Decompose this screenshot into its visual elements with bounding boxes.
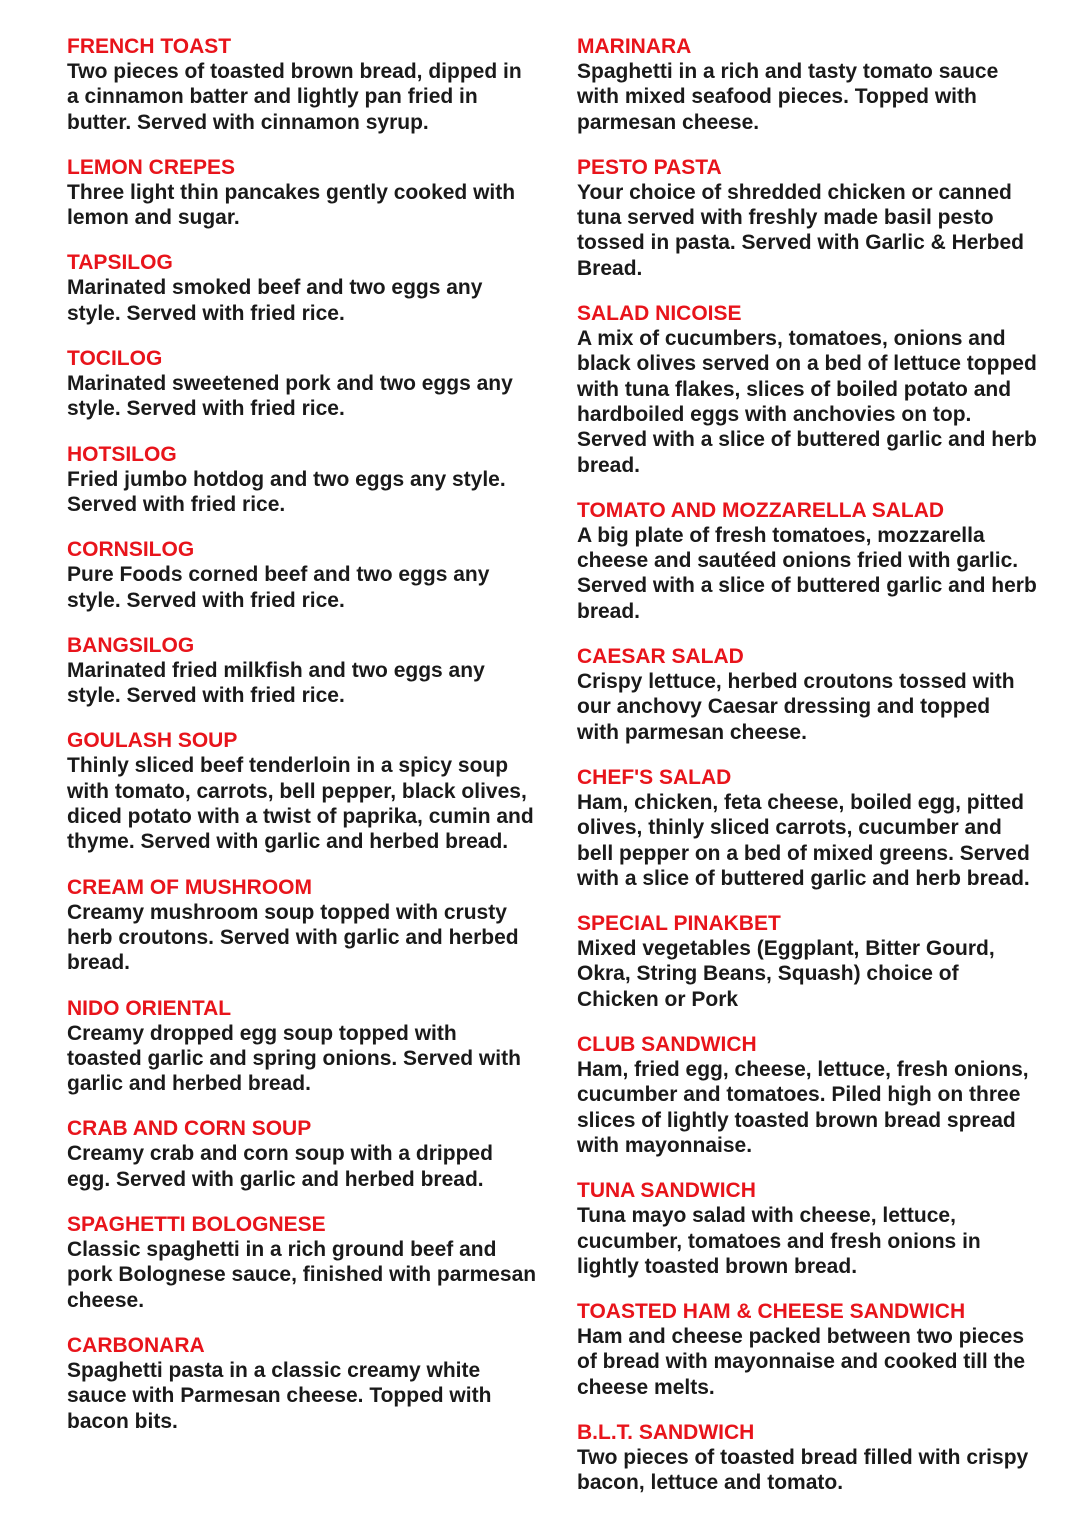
menu-item-name: FRENCH TOAST — [67, 35, 232, 58]
menu-item-description: Three light thin pancakes gently cooked with lemon and sugar. — [67, 180, 516, 230]
menu-item-caesar-salad — [577, 644, 1037, 745]
menu-item-tomato-mozzarella-salad — [577, 498, 1037, 624]
menu-item-name: TUNA SANDWICH — [577, 1179, 756, 1203]
menu-item-tocilog — [67, 346, 537, 422]
menu-item-name: NIDO ORIENTAL — [67, 996, 232, 1020]
menu-item-name: CAESAR SALAD — [577, 645, 744, 669]
menu-item-name: CRAB AND CORN SOUP — [67, 1117, 312, 1141]
menu-item-name: TOMATO AND MOZZARELLA SALAD — [577, 498, 945, 522]
menu-item-spaghetti-bolognese — [67, 1212, 537, 1313]
menu-item-cream-of-mushroom — [67, 875, 537, 976]
menu-item-description: Fried jumbo hotdog and two eggs any style. Served with fried rice. — [67, 467, 506, 516]
menu-item-club-sandwich — [577, 1032, 1037, 1158]
menu-item-description: Ham, chicken, feta cheese, boiled egg, pitted olives, thinly sliced carrots, cucumber and bell pepper on a bed of mixed greens. Served with a slice of buttered garlic and herb bread. — [577, 790, 1030, 890]
menu-item-carbonara — [67, 1333, 537, 1434]
menu-item-name: B.L.T. SANDWICH — [577, 1420, 755, 1444]
menu-item-name: CREAM OF MUSHROOM — [67, 875, 312, 899]
menu-item-name: HOTSILOG — [67, 442, 177, 466]
menu-item-description: Two pieces of toasted bread filled with crispy bacon, lettuce and tomato. — [577, 1445, 1029, 1495]
menu-item-nido-oriental — [67, 996, 537, 1097]
menu-item-chefs-salad — [577, 765, 1037, 891]
menu-item-description: Ham, fried egg, cheese, lettuce, fresh onions, cucumber and tomatoes. Piled high on three slices of lightly toasted brown bread spread with mayonnaise. — [577, 1058, 1029, 1157]
menu-column-left — [67, 34, 537, 1454]
menu-item-description: Creamy dropped egg soup topped with toasted garlic and spring onions. Served with garlic and herbed bread. — [67, 1021, 521, 1096]
menu-item-tuna-sandwich — [577, 1178, 1037, 1279]
menu-item-name: SPAGHETTI BOLOGNESE — [67, 1213, 326, 1237]
menu-item-description: Spaghetti in a rich and tasty tomato sauce with mixed seafood pieces. Topped with parmesan cheese. — [577, 60, 999, 134]
menu-item-salad-nicoise — [577, 301, 1037, 478]
menu-item-description: Creamy crab and corn soup with a dripped egg. Served with garlic and herbed bread. — [67, 1142, 493, 1191]
menu-item-name: TAPSILOG — [67, 251, 173, 275]
menu-item-goulash-soup — [67, 728, 537, 854]
menu-item-description: Creamy mushroom soup topped with crusty herb croutons. Served with garlic and herbed bread. — [67, 900, 519, 975]
menu-item-toasted-ham-cheese-sandwich — [577, 1299, 1037, 1400]
menu-item-name: BANGSILOG — [67, 633, 195, 657]
menu-item-description: Classic spaghetti in a rich ground beef and pork Bolognese sauce, finished with parmesan cheese. — [67, 1238, 537, 1312]
menu-item-name: CLUB SANDWICH — [577, 1033, 757, 1057]
menu-item-tapsilog — [67, 250, 537, 326]
menu-item-name: TOASTED HAM & CHEESE SANDWICH — [577, 1300, 966, 1324]
menu-item-description: Marinated fried milkfish and two eggs any style. Served with fried rice. — [67, 658, 485, 708]
menu-item-name: PESTO PASTA — [577, 155, 722, 179]
menu-item-description: Spaghetti pasta in a classic creamy white sauce with Parmesan cheese. Topped with bacon bits. — [67, 1358, 492, 1433]
menu-item-cornsilog — [67, 537, 537, 613]
menu-item-name: MARINARA — [577, 35, 692, 58]
menu-item-blt-sandwich — [577, 1420, 1037, 1496]
menu-item-description: Mixed vegetables (Eggplant, Bitter Gourd, Okra, String Beans, Squash) choice of Chicken or Pork — [577, 937, 995, 1011]
menu-item-name: TOCILOG — [67, 347, 163, 371]
menu-item-description: Marinated sweetened pork and two eggs any style. Served with fried rice. — [67, 372, 513, 421]
menu-item-description: Tuna mayo salad with cheese, lettuce, cucumber, tomatoes and fresh onions in lightly toasted brown bread. — [577, 1204, 981, 1278]
menu-item-description: Crispy lettuce, herbed croutons tossed with our anchovy Caesar dressing and topped with parmesan cheese. — [577, 670, 1015, 744]
menu-item-pesto-pasta — [577, 155, 1037, 281]
menu-item-name: CORNSILOG — [67, 538, 195, 562]
menu-item-name: GOULASH SOUP — [67, 729, 238, 753]
menu-item-description: A mix of cucumbers, tomatoes, onions and black olives served on a bed of lettuce topped with tuna flakes, slices of boiled potato and hardboiled eggs with anchovies on top. Served with a slice of buttered garlic and herb bread. — [577, 327, 1037, 477]
menu-item-hotsilog — [67, 442, 537, 518]
menu-item-description: Your choice of shredded chicken or canned tuna served with freshly made basil pesto tossed in pasta. Served with Garlic & Herbed Bread. — [577, 180, 1024, 280]
menu-item-french-toast — [67, 34, 537, 135]
menu-item-description: Ham and cheese packed between two pieces of bread with mayonnaise and cooked till the cheese melts. — [577, 1325, 1026, 1399]
menu-item-marinara — [577, 34, 1037, 135]
menu-item-description: Thinly sliced beef tenderloin in a spicy soup with tomato, carrots, bell pepper, black olives, diced potato with a twist of paprika, cumin and thyme. Served with garlic and herbed bread. — [67, 754, 534, 854]
menu-item-bangsilog — [67, 633, 537, 709]
menu-item-name: CARBONARA — [67, 1333, 205, 1357]
menu-item-name: SPECIAL PINAKBET — [577, 912, 781, 936]
menu-item-name: CHEF'S SALAD — [577, 765, 732, 789]
menu-item-description: Marinated smoked beef and two eggs any style. Served with fried rice. — [67, 276, 483, 325]
menu-column-right — [577, 34, 1037, 1516]
menu-item-special-pinakbet — [577, 911, 1037, 1012]
menu-item-name: LEMON CREPES — [67, 155, 236, 179]
menu-item-description: A big plate of fresh tomatoes, mozzarella cheese and sautéed onions fried with garlic. Served with a slice of buttered garlic and herb bread. — [577, 523, 1037, 623]
menu-item-name: SALAD NICOISE — [577, 302, 742, 326]
menu-item-lemon-crepes — [67, 155, 537, 231]
menu-item-crab-and-corn-soup — [67, 1116, 537, 1192]
menu-item-description: Pure Foods corned beef and two eggs any style. Served with fried rice. — [67, 563, 490, 612]
menu-item-description: Two pieces of toasted brown bread, dipped in a cinnamon batter and lightly pan fried in butter. Served with cinnamon syrup. — [67, 60, 522, 134]
